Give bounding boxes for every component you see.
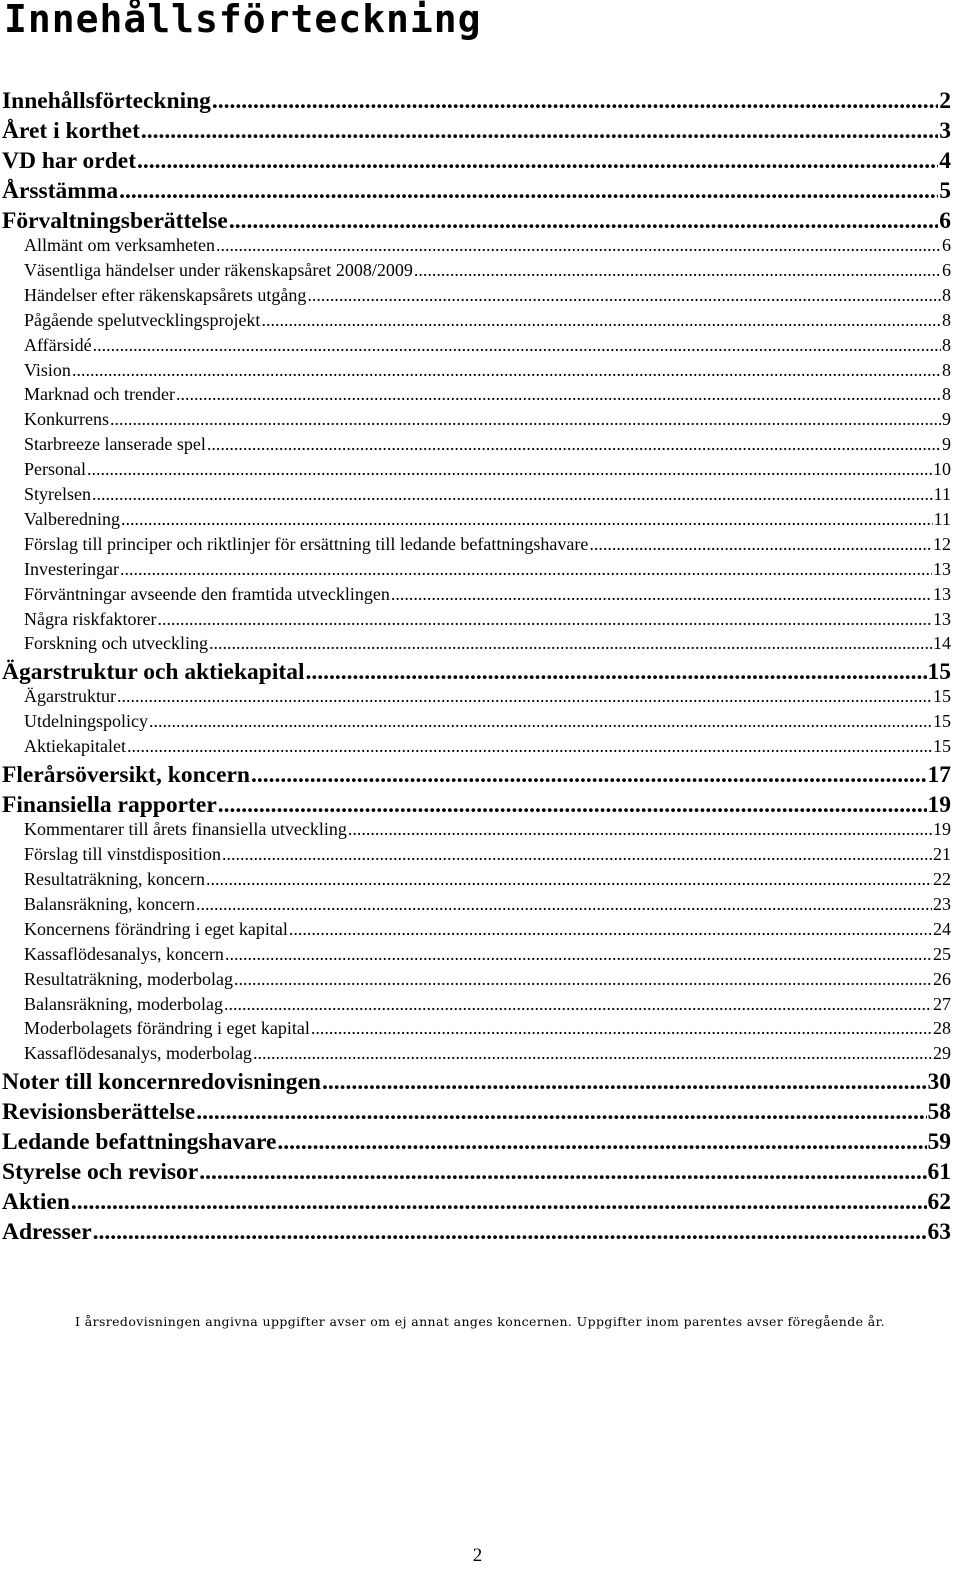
toc-entry-page: 11 [933, 484, 951, 504]
toc-entry-page: 9 [942, 434, 951, 455]
toc-entry[interactable] [2, 1099, 951, 1125]
toc-entry[interactable] [24, 533, 951, 555]
toc-entry-page: 13 [933, 558, 951, 579]
toc-entry-page: 13 [933, 608, 951, 629]
toc-entry-page: 6 [939, 208, 951, 234]
toc-entry-label: Konkurrens [24, 409, 109, 430]
toc-dot-leader [251, 762, 926, 788]
toc-entry[interactable] [24, 918, 951, 940]
toc-entry-label: Vision [24, 359, 71, 380]
toc-entry-label: Finansiella rapporter [2, 792, 217, 819]
toc-entry[interactable] [24, 1042, 951, 1064]
toc-entry-label: Flerårsöversikt, koncern [2, 762, 251, 789]
toc-dot-leader [289, 918, 932, 940]
toc-dot-leader [305, 659, 926, 685]
toc-entry-label: Händelser efter räkenskapsårets utgång [24, 284, 307, 305]
toc-entry-page: 23 [933, 893, 951, 914]
toc-entry-page: 8 [942, 309, 951, 330]
toc-dot-leader [277, 1129, 926, 1155]
toc-entry-page: 30 [927, 1069, 951, 1096]
toc-dot-leader [141, 118, 938, 144]
toc-entry[interactable] [2, 118, 951, 144]
toc-entry-page: 8 [942, 359, 951, 380]
toc-entry-label: Styrelsen [24, 484, 91, 504]
toc-entry-label: Ägarstruktur och aktiekapital [2, 659, 305, 686]
toc-entry-label: Kassaflödesanalys, moderbolag [24, 1043, 252, 1064]
toc-entry-label: Resultaträkning, moderbolag [24, 968, 233, 989]
toc-dot-leader [149, 710, 932, 732]
toc-entry-page: 8 [942, 284, 951, 305]
toc-entry[interactable] [2, 178, 951, 204]
toc-entry-label: Noter till koncernredovisningen [2, 1069, 321, 1096]
toc-entry[interactable] [2, 659, 951, 685]
toc-entry-label: Förslag till vinstdisposition [24, 844, 222, 865]
toc-entry-label: Utdelningspolicy [24, 711, 148, 732]
toc-dot-leader [207, 433, 941, 455]
toc-entry[interactable] [24, 968, 951, 990]
toc-entry-page: 58 [927, 1099, 951, 1126]
toc-entry[interactable] [2, 208, 951, 234]
toc-entry-label: Förväntningar avseende den framtida utvecklingen [24, 583, 390, 604]
toc-entry-label: Moderbolagets förändring i eget kapital [24, 1018, 310, 1039]
toc-entry-label: Aktiekapitalet [24, 736, 126, 757]
toc-entry[interactable] [24, 383, 951, 405]
toc-entry-label: Balansräkning, moderbolag [24, 993, 223, 1014]
toc-entry-page: 11 [933, 508, 951, 529]
toc-entry-label: Några riskfaktorer [24, 608, 157, 629]
toc-dot-leader [229, 208, 938, 234]
toc-entry-page: 15 [933, 736, 951, 757]
toc-entry[interactable] [2, 1189, 951, 1215]
toc-entry[interactable] [24, 234, 951, 256]
toc-entry-page: 2 [939, 88, 951, 114]
footnote: I årsredovisningen angivna uppgifter avser om ej annat anges koncernen. Uppgifter inom parentes avser föregående år. [75, 1314, 885, 1329]
toc-dot-leader [119, 178, 938, 204]
toc-entry-page: 15 [927, 659, 951, 686]
toc-entry[interactable] [24, 608, 951, 630]
toc-dot-leader [137, 148, 938, 174]
toc-entry[interactable] [24, 735, 951, 757]
toc-dot-leader [121, 508, 933, 530]
toc-entry[interactable] [24, 359, 951, 381]
toc-entry[interactable] [24, 710, 951, 732]
toc-dot-leader [224, 993, 932, 1015]
toc-dot-leader [261, 309, 941, 331]
toc-entry[interactable] [24, 868, 951, 890]
toc-entry[interactable] [2, 792, 951, 818]
toc-entry-label: Förvaltningsberättelse [2, 208, 228, 234]
toc-entry-page: 5 [939, 178, 951, 204]
toc-entry[interactable] [2, 88, 951, 114]
toc-entry-page: 61 [927, 1159, 951, 1186]
toc-entry-page: 28 [933, 1018, 951, 1039]
toc-entry-page: 25 [933, 943, 951, 964]
toc-dot-leader [93, 1219, 927, 1245]
toc-entry-label: Affärsidé [24, 334, 92, 355]
toc-dot-leader [120, 558, 932, 580]
toc-dot-leader [414, 259, 941, 281]
toc-dot-leader [307, 284, 941, 306]
toc-entry-page: 8 [942, 384, 951, 405]
toc-entry-label: VD har ordet [2, 148, 137, 174]
toc-dot-leader [206, 868, 932, 890]
toc-dot-leader [391, 583, 932, 605]
toc-entry-label: Innehållsförteckning [2, 88, 211, 114]
toc-entry[interactable] [24, 1017, 951, 1039]
toc-entry-label: Väsentliga händelser under räkenskapsåret 2008/2009 [24, 259, 413, 280]
toc-entry-label: Aktien [2, 1189, 70, 1216]
toc-entry[interactable] [24, 943, 951, 965]
toc-entry-page: 15 [933, 711, 951, 732]
page-title: Innehållsförteckning [4, 0, 482, 41]
toc-entry[interactable] [24, 558, 951, 580]
toc-entry-page: 9 [942, 409, 951, 430]
toc-entry-label: Resultaträkning, koncern [24, 869, 205, 889]
toc-entry[interactable] [24, 284, 951, 306]
toc-entry-page: 3 [939, 118, 951, 144]
toc-entry[interactable] [24, 685, 951, 707]
toc-dot-leader [127, 735, 932, 757]
toc-dot-leader [196, 893, 932, 915]
toc-entry-label: Forskning och utveckling [24, 633, 208, 654]
toc-entry-label: Pågående spelutvecklingsprojekt [24, 309, 261, 330]
toc-dot-leader [225, 943, 932, 965]
toc-entry[interactable] [24, 508, 951, 530]
toc-entry[interactable] [2, 1069, 951, 1095]
toc-entry-label: Personal [24, 459, 86, 480]
toc-entry-label: Kassaflödesanalys, koncern [24, 943, 224, 964]
toc-entry-page: 63 [927, 1219, 951, 1246]
toc-entry-page: 10 [933, 459, 951, 480]
toc-entry-page: 59 [927, 1129, 951, 1156]
toc-dot-leader [157, 608, 932, 630]
toc-entry-label: Investeringar [24, 558, 119, 579]
toc-entry-page: 6 [942, 259, 951, 280]
toc-entry-page: 26 [933, 968, 951, 989]
toc-entry-label: Starbreeze lanserade spel [24, 434, 206, 455]
toc-entry-page: 19 [927, 792, 951, 819]
toc-entry-label: Allmänt om verksamheten [24, 235, 215, 255]
toc-entry-label: Kommentarer till årets finansiella utveckling [24, 819, 347, 840]
toc-entry[interactable] [24, 259, 951, 281]
toc-entry[interactable] [24, 309, 951, 331]
toc-dot-leader [348, 818, 932, 840]
toc-entry[interactable] [2, 148, 951, 174]
toc-dot-leader [216, 234, 941, 256]
toc-dot-leader [110, 408, 941, 430]
toc-dot-leader [234, 968, 932, 990]
toc-dot-leader [176, 383, 941, 405]
toc-entry-page: 15 [933, 686, 951, 707]
toc-dot-leader [71, 1189, 927, 1215]
toc-entry-label: Ägarstruktur [24, 686, 116, 707]
toc-entry-page: 22 [933, 869, 951, 889]
toc-entry[interactable] [24, 632, 951, 654]
page-number: 2 [472, 1545, 483, 1566]
toc-entry[interactable] [24, 893, 951, 915]
toc-dot-leader [218, 792, 927, 818]
toc-entry[interactable] [24, 583, 951, 605]
toc-entry-label: Året i korthet [2, 118, 140, 144]
toc-dot-leader [209, 632, 932, 654]
toc-entry-page: 19 [933, 819, 951, 840]
toc-entry[interactable] [24, 818, 951, 840]
toc-entry[interactable] [2, 1159, 951, 1185]
toc-entry-page: 14 [933, 633, 951, 654]
toc-entry[interactable] [2, 1129, 951, 1155]
toc-dot-leader [117, 685, 932, 707]
toc-dot-leader [212, 88, 938, 114]
toc-entry[interactable] [24, 483, 951, 505]
toc-entry-page: 29 [933, 1043, 951, 1064]
toc-dot-leader [222, 843, 932, 865]
toc-dot-leader [196, 1099, 926, 1125]
toc-dot-leader [92, 483, 933, 505]
toc-entry-label: Årsstämma [2, 178, 119, 204]
toc-entry-page: 8 [942, 334, 951, 355]
toc-entry-label: Förslag till principer och riktlinjer för ersättning till ledande befattningshavare [24, 533, 589, 554]
toc-dot-leader [589, 533, 932, 555]
toc-entry-label: Koncernens förändring i eget kapital [24, 918, 288, 939]
toc-entry-page: 62 [927, 1189, 951, 1216]
toc-entry[interactable] [24, 458, 951, 480]
toc-entry[interactable] [2, 762, 951, 788]
toc-entry-page: 4 [939, 148, 951, 174]
toc-entry[interactable] [24, 843, 951, 865]
toc-entry-page: 17 [927, 762, 951, 789]
toc-dot-leader [311, 1017, 932, 1039]
toc-entry-page: 24 [933, 918, 951, 939]
toc-entry-label: Balansräkning, koncern [24, 893, 195, 914]
toc-entry-label: Styrelse och revisor [2, 1159, 199, 1186]
toc-entry[interactable] [24, 433, 951, 455]
toc-dot-leader [72, 359, 941, 381]
toc-entry-page: 12 [933, 533, 951, 554]
toc-entry-label: Ledande befattningshavare [2, 1129, 277, 1156]
toc-entry-label: Valberedning [24, 508, 120, 529]
toc-entry-page: 27 [933, 993, 951, 1014]
toc-dot-leader [87, 458, 932, 480]
toc-entry-page: 21 [933, 844, 951, 865]
toc-dot-leader [93, 334, 941, 356]
toc-dot-leader [253, 1042, 932, 1064]
toc-dot-leader [322, 1069, 927, 1095]
toc-entry-page: 13 [933, 583, 951, 604]
toc-entry[interactable] [2, 1219, 951, 1245]
toc-entry[interactable] [24, 993, 951, 1015]
toc-entry[interactable] [24, 408, 951, 430]
toc-dot-leader [199, 1159, 926, 1185]
toc-entry-label: Adresser [2, 1219, 92, 1246]
toc-entry[interactable] [24, 334, 951, 356]
toc-entry-label: Marknad och trender [24, 384, 175, 405]
toc-entry-page: 6 [942, 235, 951, 255]
toc-entry-label: Revisionsberättelse [2, 1099, 196, 1126]
